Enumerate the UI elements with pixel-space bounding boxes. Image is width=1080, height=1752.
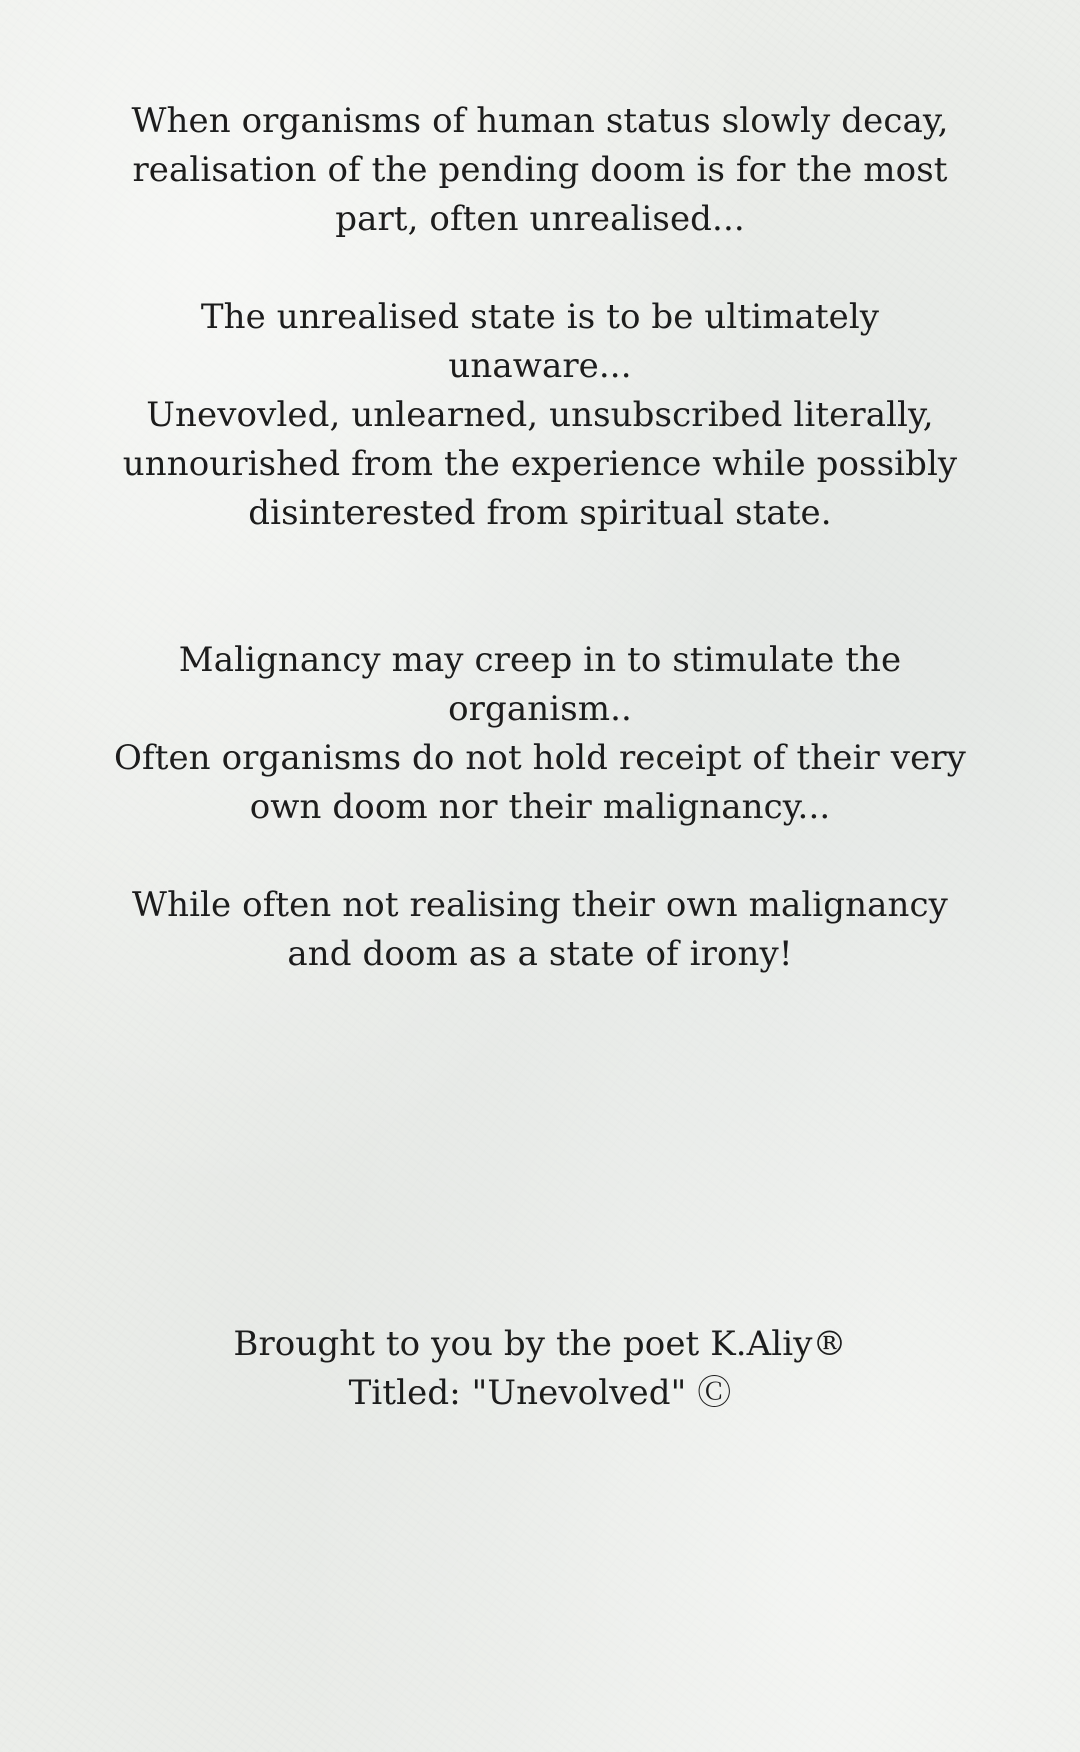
poem-line: and doom as a state of irony!: [287, 934, 793, 974]
poem-line: part, often unrealised...: [335, 199, 745, 239]
poem-line: own doom nor their malignancy...: [249, 787, 831, 827]
poem-line: disinterested from spiritual state.: [248, 493, 832, 533]
poem-line: unnourished from the experience while possibly: [122, 444, 958, 484]
poem-line: Malignancy may creep in to stimulate the: [178, 640, 902, 680]
poem-line: Unevovled, unlearned, unsubscribed literally,: [146, 395, 934, 435]
credit-byline: Brought to you by the poet K.Aliy®: [233, 1324, 847, 1364]
credit-title: Titled: "Unevolved" Ⓒ: [348, 1373, 732, 1413]
poem-line: realisation of the pending doom is for the most: [132, 150, 948, 190]
poem-line: Often organisms do not hold receipt of their very: [114, 738, 966, 778]
poem-line: The unrealised state is to be ultimately: [200, 297, 880, 337]
poem-line: When organisms of human status slowly decay,: [131, 101, 949, 141]
poem-line: While often not realising their own malignancy: [132, 885, 948, 925]
poem-line: unaware...: [448, 346, 632, 386]
poem-line: organism..: [448, 689, 632, 729]
